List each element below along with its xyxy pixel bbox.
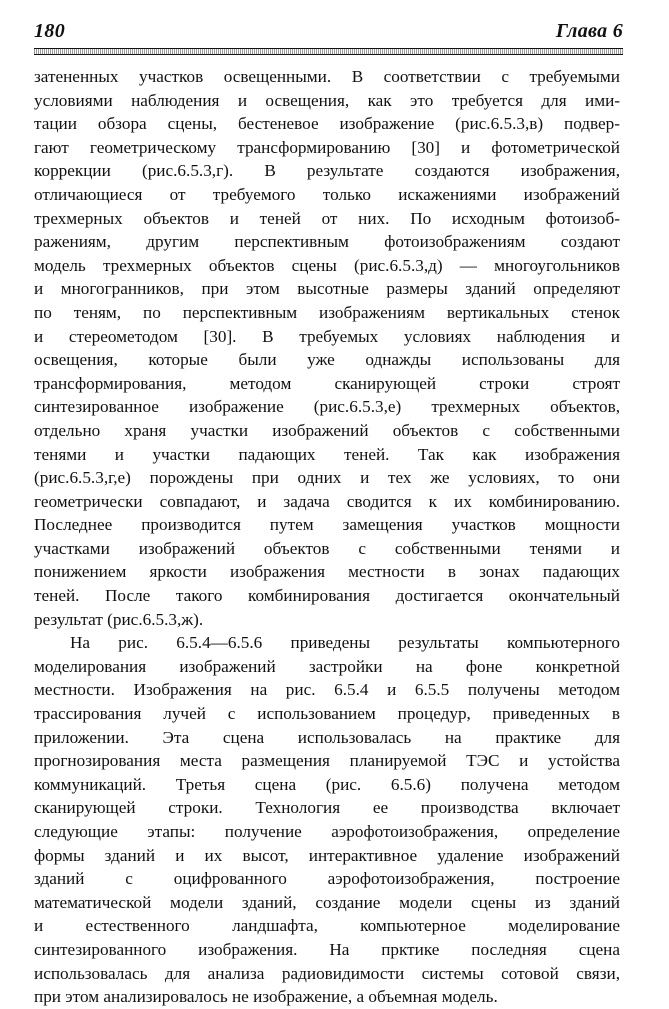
text-line: модель трехмерных объектов сцены (рис.6.5.3,д) — многоугольников <box>34 255 620 275</box>
text-line: при этом анализировалось не изображение, а объемная модель. <box>34 987 498 1007</box>
text-line: и естественного ландшафта, компьютерное моделирование <box>34 916 620 936</box>
body-text <box>34 65 620 1009</box>
text-line: формы зданий и их высот, интерактивное удаление изображений <box>34 845 620 865</box>
chapter-title: Глава 6 <box>555 20 623 42</box>
text-line: коррекции (рис.6.5.3,г). В результате создаются изображения, <box>34 161 620 181</box>
text-line: условиями наблюдения и освещения, как это требуется для ими- <box>34 90 620 110</box>
text-line: результат (рис.6.5.3,ж). <box>34 609 204 629</box>
text-line: освещения, которые были уже однажды использованы для <box>34 350 620 370</box>
text-line: тации обзора сцены, бестеневое изображение (рис.6.5.3,в) подвер- <box>34 114 620 134</box>
text-line: затененных участков освещенными. В соответствии с требуемыми <box>34 67 620 86</box>
text-line: приложении. Эта сцена использовалась на практике для <box>34 727 620 747</box>
paragraph <box>34 65 620 631</box>
text-line: Последнее производится путем замещения участков мощности <box>34 515 620 535</box>
text-line: и многогранников, при этом высотные размеры зданий определяют <box>34 279 620 299</box>
text-line: синтезированного изображения. На прктике последняя сцена <box>34 939 620 959</box>
text-line: трассирования лучей с использованием процедур, приведенных в <box>34 704 620 724</box>
text-line: теней. После такого комбинирования достигается окончательный <box>34 586 620 606</box>
text-line: моделирования изображений застройки на фоне конкретной <box>34 656 620 676</box>
text-line: тенями и участки падающих теней. Так как изображения <box>34 444 620 464</box>
text-line: и стереометодом [30]. В требуемых условиях наблюдения и <box>34 326 620 346</box>
page-number: 180 <box>34 20 66 42</box>
text-line: ражениям, другим перспективным фотоизображениям создают <box>34 232 620 252</box>
paragraph <box>34 631 620 1009</box>
running-header <box>34 16 623 44</box>
text-line: отдельно храня участки изображений объектов с собственными <box>34 420 620 440</box>
text-line: участками изображений объектов с собственными тенями и <box>34 538 620 558</box>
text-line: трехмерных объектов и теней от них. По исходным фотоизоб- <box>34 208 620 228</box>
text-line: (рис.6.5.3,г,е) порождены при одних и тех же условиях, то они <box>34 468 620 488</box>
text-line: синтезированное изображение (рис.6.5.3,е) трехмерных объектов, <box>34 397 620 417</box>
text-line: гают геометрическому трансформированию [30] и фотометрической <box>34 137 620 157</box>
text-line: трансформирования, методом сканирующей строки строят <box>34 373 620 393</box>
text-line: На рис. 6.5.4—6.5.6 приведены результаты компьютерного <box>70 633 620 653</box>
text-line: прогнозирования места размещения планируемой ТЭС и устойства <box>34 751 620 771</box>
text-line: использовалась для анализа радиовидимости системы сотовой связи, <box>34 963 620 983</box>
text-line: местности. Изображения на рис. 6.5.4 и 6.5.5 получены методом <box>34 680 620 700</box>
text-line: зданий с оцифрованного аэрофотоизображения, построение <box>34 869 620 889</box>
text-line: по теням, по перспективным изображениям вертикальных стенок <box>34 302 620 322</box>
text-line: следующие этапы: получение аэрофотоизображения, определение <box>34 822 620 841</box>
text-line: коммуникаций. Третья сцена (рис. 6.5.6) получена методом <box>34 774 620 794</box>
text-line: понижением яркости изображения местности в зонах падающих <box>34 562 620 582</box>
text-line: сканирующей строки. Технология ее производства включает <box>34 798 620 818</box>
text-line: геометрически совпадают, и задача сводится к их комбинированию. <box>34 491 620 511</box>
header-rule <box>34 48 623 55</box>
text-line: отличающиеся от требуемого только искажениями изображений <box>34 184 620 204</box>
text-line: математической модели зданий, создание модели сцены из зданий <box>34 892 620 912</box>
